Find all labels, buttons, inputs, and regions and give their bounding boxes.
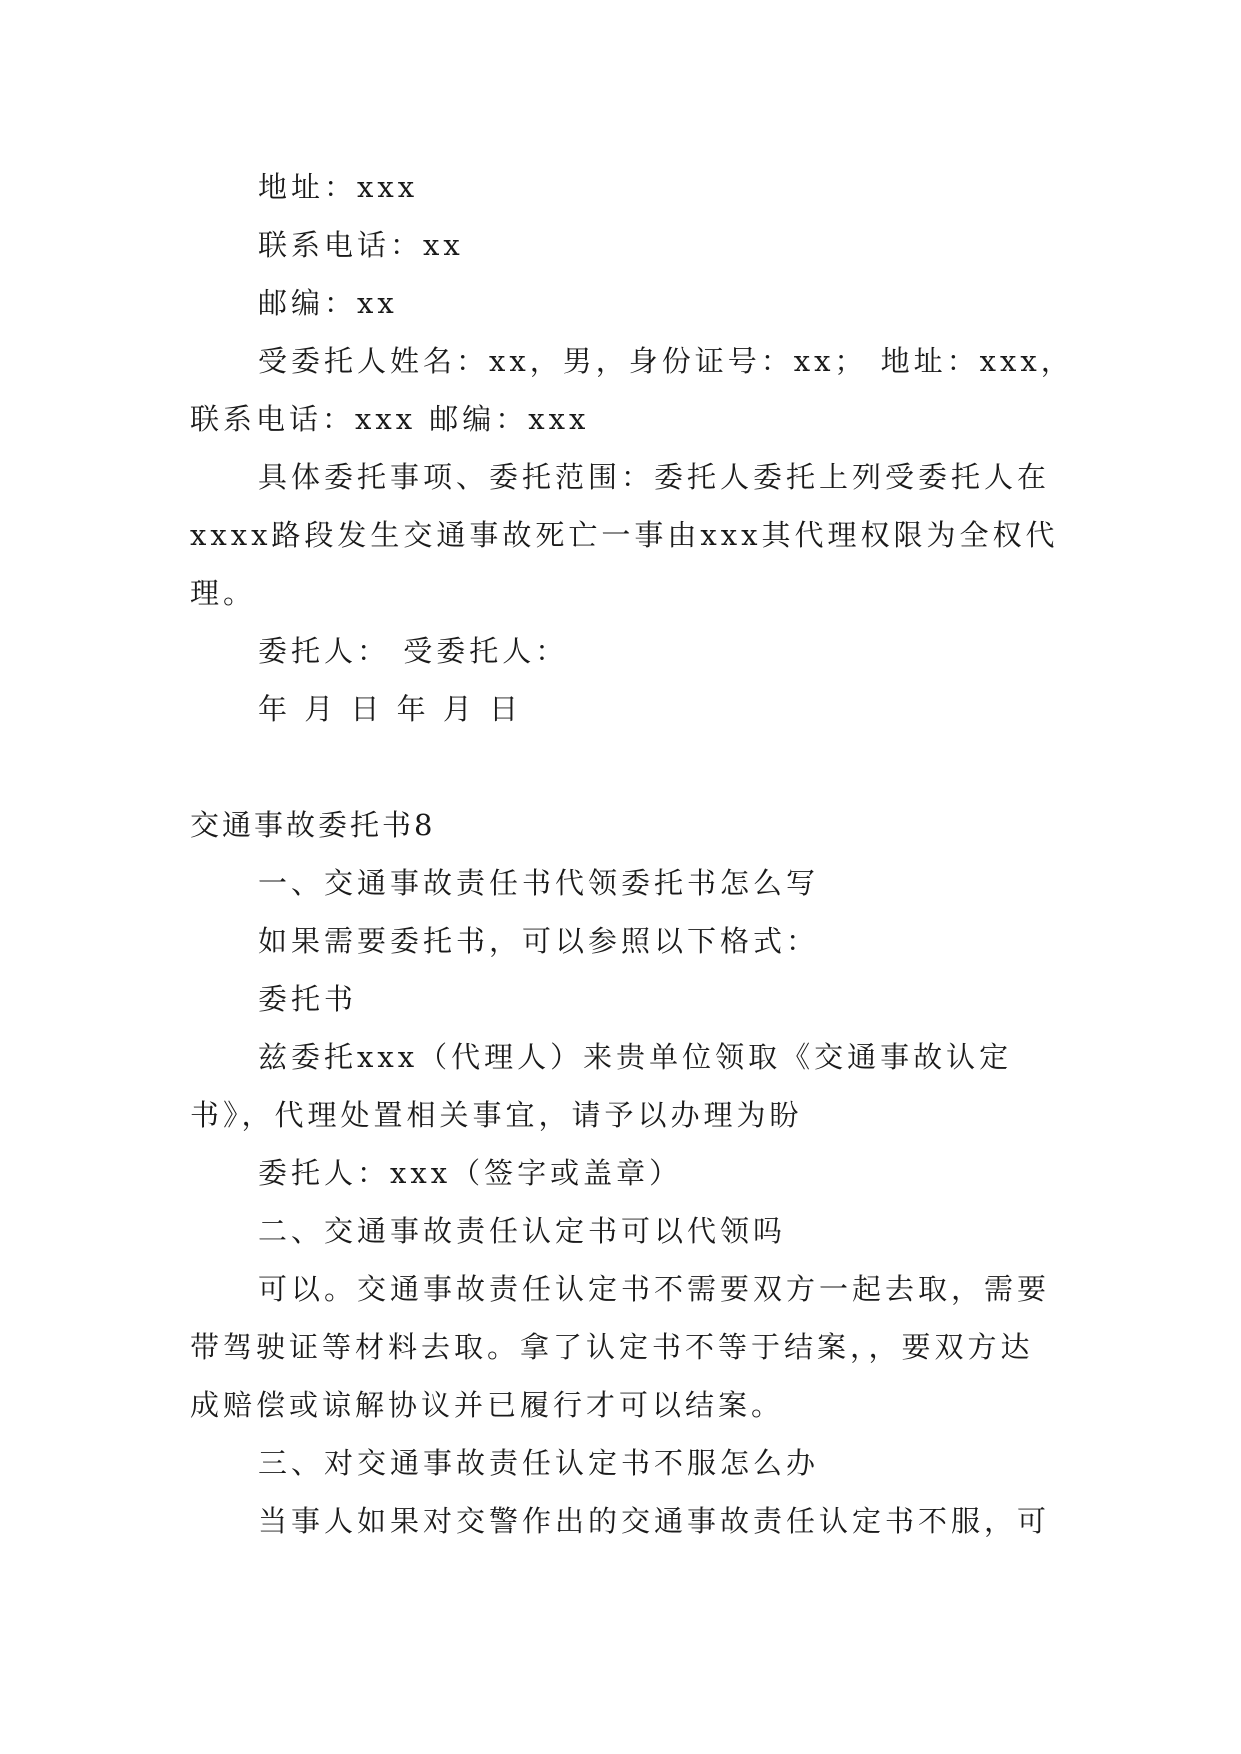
scope-line-2: xxxx路段发生交通事故死亡一事由xxx其代理权限为全权代 — [190, 518, 1059, 552]
signature-labels: 委托人： 受委托人： — [258, 634, 569, 668]
heading-2: 二、交通事故责任认定书可以代领吗 — [258, 1214, 787, 1248]
scope-line-3: 理。 — [190, 576, 257, 610]
letter-body-2: 书》，代理处置相关事宜，请予以办理为盼 — [190, 1098, 803, 1132]
agent-info-line: 受委托人姓名：xx，男，身份证号：xx； 地址：xxx， — [258, 344, 1074, 378]
phone-line: 联系电话：xx — [258, 228, 464, 262]
answer-line-2: 带驾驶证等材料去取。拿了认定书不等于结案，，要双方达 — [190, 1330, 1034, 1364]
scope-line-1: 具体委托事项、委托范围：委托人委托上列受委托人在 — [258, 460, 1051, 494]
heading-1: 一、交通事故责任书代领委托书怎么写 — [258, 866, 820, 900]
heading-3: 三、对交通事故责任认定书不服怎么办 — [258, 1446, 820, 1480]
answer-line-1: 可以。交通事故责任认定书不需要双方一起去取，需要 — [258, 1272, 1051, 1306]
date-labels: 年 月 日 年 月 日 — [258, 692, 523, 726]
letter-title: 委托书 — [258, 982, 358, 1016]
paragraph-line: 如果需要委托书，可以参照以下格式： — [258, 924, 820, 958]
letter-signature: 委托人：xxx（签字或盖章） — [258, 1156, 683, 1190]
letter-body-1: 兹委托xxx（代理人）来贵单位领取《交通事故认定 — [258, 1040, 1013, 1074]
answer-line-4: 当事人如果对交警作出的交通事故责任认定书不服，可 — [258, 1504, 1051, 1538]
agent-contact-line: 联系电话：xxx 邮编：xxx — [190, 402, 590, 436]
address-line: 地址：xxx — [258, 170, 419, 204]
postcode-line: 邮编：xx — [258, 286, 398, 320]
section-title: 交通事故委托书8 — [190, 808, 436, 842]
answer-line-3: 成赔偿或谅解协议并已履行才可以结案。 — [190, 1388, 785, 1422]
